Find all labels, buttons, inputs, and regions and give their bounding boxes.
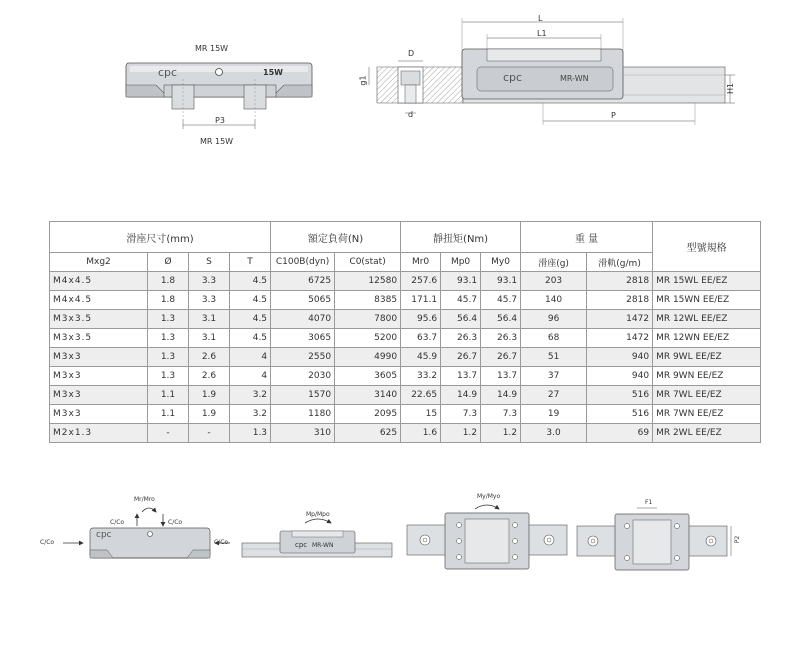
side-view-drawing <box>355 15 750 130</box>
table-cell-m: M3x3.5 <box>50 329 148 348</box>
table-cell-o: 1.8 <box>148 272 189 291</box>
table-cell-model: MR 15WN EE/EZ <box>653 291 761 310</box>
table-cell-m: M4x4.5 <box>50 272 148 291</box>
table-cell-mr: 15 <box>401 405 441 424</box>
table-cell-wb: 140 <box>521 291 587 310</box>
side-view-P: P <box>611 111 616 120</box>
table-cell-c: 2030 <box>271 367 335 386</box>
sub-header-t: T <box>230 253 271 272</box>
table-cell-model: MR 12WL EE/EZ <box>653 310 761 329</box>
front-view-p3-label: P3 <box>215 116 225 125</box>
table-cell-wb: 51 <box>521 348 587 367</box>
table-cell-wb: 68 <box>521 329 587 348</box>
sub-header-diameter: Ø <box>148 253 189 272</box>
table-cell-s: 3.1 <box>189 310 230 329</box>
table-cell-s: 1.9 <box>189 386 230 405</box>
table-cell-m: M4x4.5 <box>50 291 148 310</box>
table-cell-my: 56.4 <box>481 310 521 329</box>
table-cell-model: MR 2WL EE/EZ <box>653 424 761 443</box>
table-cell-m: M2x1.3 <box>50 424 148 443</box>
table-cell-my: 14.9 <box>481 386 521 405</box>
side-view-logo: cpc <box>503 71 523 84</box>
side-view-L: L <box>538 14 543 23</box>
table-cell-mp: 45.7 <box>441 291 481 310</box>
table-cell-o: 1.1 <box>148 405 189 424</box>
table-cell-mr: 45.9 <box>401 348 441 367</box>
front-view-caption: MR 15W <box>200 137 234 146</box>
table-row <box>50 272 761 291</box>
rail-view-logo: cpc <box>295 541 308 549</box>
table-cell-wr: 2818 <box>587 291 653 310</box>
table-cell-wb: 37 <box>521 367 587 386</box>
table-cell-mp: 14.9 <box>441 386 481 405</box>
top-view-b-p2: P2 <box>734 535 742 544</box>
table-cell-model: MR 12WN EE/EZ <box>653 329 761 348</box>
table-row <box>50 291 761 310</box>
table-cell-wr: 940 <box>587 367 653 386</box>
table-cell-o: 1.1 <box>148 386 189 405</box>
table-cell-mp: 13.7 <box>441 367 481 386</box>
table-cell-mr: 171.1 <box>401 291 441 310</box>
load-view-c-far-left: C/Co <box>40 539 55 546</box>
table-cell-c: 5065 <box>271 291 335 310</box>
table-cell-mp: 7.3 <box>441 405 481 424</box>
table-cell-s: 3.1 <box>189 329 230 348</box>
side-view-L1: L1 <box>537 29 547 38</box>
table-cell-mp: 26.3 <box>441 329 481 348</box>
table-cell-mr: 63.7 <box>401 329 441 348</box>
table-row <box>50 405 761 424</box>
table-cell-wb: 203 <box>521 272 587 291</box>
sub-header-s: S <box>189 253 230 272</box>
table-row <box>50 310 761 329</box>
sub-header-c0-stat: C0(stat) <box>335 253 401 272</box>
table-cell-c0: 3605 <box>335 367 401 386</box>
load-view-c-far-right: C/Co <box>214 539 229 546</box>
table-cell-c0: 625 <box>335 424 401 443</box>
sub-header-block-weight: 滑座(g) <box>521 253 587 272</box>
group-header-model: 型號規格 <box>653 222 761 272</box>
table-cell-my: 7.3 <box>481 405 521 424</box>
sub-header-mr0: Mr0 <box>401 253 441 272</box>
front-view-drawing <box>120 55 320 145</box>
top-view-b-f1: F1 <box>645 499 653 506</box>
rail-view-model-mark: MR-WN <box>312 542 334 549</box>
table-cell-c: 2550 <box>271 348 335 367</box>
table-cell-wr: 1472 <box>587 329 653 348</box>
top-view-b-drawing <box>575 500 740 585</box>
group-header-torque: 靜扭矩(Nm) <box>401 222 521 253</box>
table-cell-my: 45.7 <box>481 291 521 310</box>
table-cell-m: M3x3 <box>50 386 148 405</box>
table-cell-o: 1.3 <box>148 348 189 367</box>
table-group-header-row <box>50 222 761 253</box>
table-cell-o: 1.3 <box>148 329 189 348</box>
table-cell-c: 6725 <box>271 272 335 291</box>
table-cell-c: 3065 <box>271 329 335 348</box>
table-row <box>50 386 761 405</box>
table-cell-m: M3x3 <box>50 348 148 367</box>
rail-view-moment: Mp/Mpo <box>306 511 330 518</box>
table-cell-my: 26.3 <box>481 329 521 348</box>
table-cell-wb: 19 <box>521 405 587 424</box>
table-cell-s: 1.9 <box>189 405 230 424</box>
table-cell-wr: 1472 <box>587 310 653 329</box>
table-cell-model: MR 7WN EE/EZ <box>653 405 761 424</box>
table-cell-mp: 26.7 <box>441 348 481 367</box>
table-cell-model: MR 9WL EE/EZ <box>653 348 761 367</box>
table-cell-c0: 3140 <box>335 386 401 405</box>
table-cell-s: 3.3 <box>189 291 230 310</box>
load-view-c-right: C/Co <box>168 519 183 526</box>
table-cell-t: 3.2 <box>230 405 271 424</box>
table-cell-c0: 5200 <box>335 329 401 348</box>
table-cell-c0: 7800 <box>335 310 401 329</box>
sub-header-my0: My0 <box>481 253 521 272</box>
front-view-model-mark: 15W <box>263 68 283 77</box>
table-cell-c: 310 <box>271 424 335 443</box>
top-view-a-moment: My/Myo <box>477 493 501 500</box>
table-cell-t: 4.5 <box>230 310 271 329</box>
table-row <box>50 367 761 386</box>
side-view-model-mark: MR-WN <box>560 74 589 83</box>
table-cell-wb: 3.0 <box>521 424 587 443</box>
table-cell-mp: 1.2 <box>441 424 481 443</box>
table-cell-wr: 2818 <box>587 272 653 291</box>
table-cell-t: 4.5 <box>230 291 271 310</box>
sub-header-mp0: Mp0 <box>441 253 481 272</box>
table-cell-t: 4 <box>230 367 271 386</box>
table-cell-o: - <box>148 424 189 443</box>
sub-header-rail-weight: 滑軌(g/m) <box>587 253 653 272</box>
load-view-moment: Mr/Mro <box>134 496 155 503</box>
table-cell-t: 3.2 <box>230 386 271 405</box>
table-cell-t: 4 <box>230 348 271 367</box>
table-cell-s: - <box>189 424 230 443</box>
table-cell-wb: 27 <box>521 386 587 405</box>
sub-header-c-dyn: C100B(dyn) <box>271 253 335 272</box>
front-view-title: MR 15W <box>195 44 229 53</box>
group-header-weight: 重 量 <box>521 222 653 253</box>
table-cell-mr: 22.65 <box>401 386 441 405</box>
table-cell-my: 26.7 <box>481 348 521 367</box>
table-cell-mr: 257.6 <box>401 272 441 291</box>
table-cell-t: 4.5 <box>230 272 271 291</box>
sub-header-mxg2: Mxg2 <box>50 253 148 272</box>
table-cell-mp: 93.1 <box>441 272 481 291</box>
table-cell-model: MR 7WL EE/EZ <box>653 386 761 405</box>
top-view-a-drawing <box>405 495 570 585</box>
table-cell-s: 2.6 <box>189 367 230 386</box>
table-cell-wr: 516 <box>587 386 653 405</box>
table-cell-model: MR 15WL EE/EZ <box>653 272 761 291</box>
table-cell-m: M3x3 <box>50 367 148 386</box>
table-cell-c0: 8385 <box>335 291 401 310</box>
load-view-logo: cpc <box>96 530 112 540</box>
table-cell-mr: 95.6 <box>401 310 441 329</box>
table-cell-c: 1570 <box>271 386 335 405</box>
table-cell-mr: 33.2 <box>401 367 441 386</box>
table-row <box>50 424 761 443</box>
table-cell-wb: 96 <box>521 310 587 329</box>
table-cell-t: 4.5 <box>230 329 271 348</box>
table-cell-s: 3.3 <box>189 272 230 291</box>
table-cell-my: 1.2 <box>481 424 521 443</box>
table-cell-wr: 516 <box>587 405 653 424</box>
table-cell-wr: 940 <box>587 348 653 367</box>
table-row <box>50 329 761 348</box>
table-cell-wr: 69 <box>587 424 653 443</box>
table-cell-t: 1.3 <box>230 424 271 443</box>
table-cell-my: 93.1 <box>481 272 521 291</box>
table-cell-m: M3x3.5 <box>50 310 148 329</box>
table-cell-model: MR 9WN EE/EZ <box>653 367 761 386</box>
table-cell-o: 1.3 <box>148 310 189 329</box>
side-view-D: D <box>408 49 415 58</box>
table-cell-o: 1.8 <box>148 291 189 310</box>
table-cell-my: 13.7 <box>481 367 521 386</box>
front-view-logo: cpc <box>158 66 178 79</box>
side-view-H1: H1 <box>726 82 736 95</box>
table-row <box>50 348 761 367</box>
table-cell-c0: 12580 <box>335 272 401 291</box>
group-header-dims: 滑座尺寸(mm) <box>50 222 271 253</box>
side-view-g1: g1 <box>358 75 368 86</box>
table-cell-m: M3x3 <box>50 405 148 424</box>
load-view-drawing <box>45 490 235 580</box>
spec-table-body <box>50 272 761 443</box>
table-cell-c: 4070 <box>271 310 335 329</box>
table-cell-c: 1180 <box>271 405 335 424</box>
table-cell-s: 2.6 <box>189 348 230 367</box>
table-cell-mr: 1.6 <box>401 424 441 443</box>
table-cell-c0: 4990 <box>335 348 401 367</box>
load-view-c-left: C/Co <box>110 519 125 526</box>
group-header-load: 額定負荷(N) <box>271 222 401 253</box>
table-cell-o: 1.3 <box>148 367 189 386</box>
side-view-d: d <box>408 110 414 119</box>
spec-table <box>49 221 761 443</box>
table-cell-mp: 56.4 <box>441 310 481 329</box>
table-cell-c0: 2095 <box>335 405 401 424</box>
